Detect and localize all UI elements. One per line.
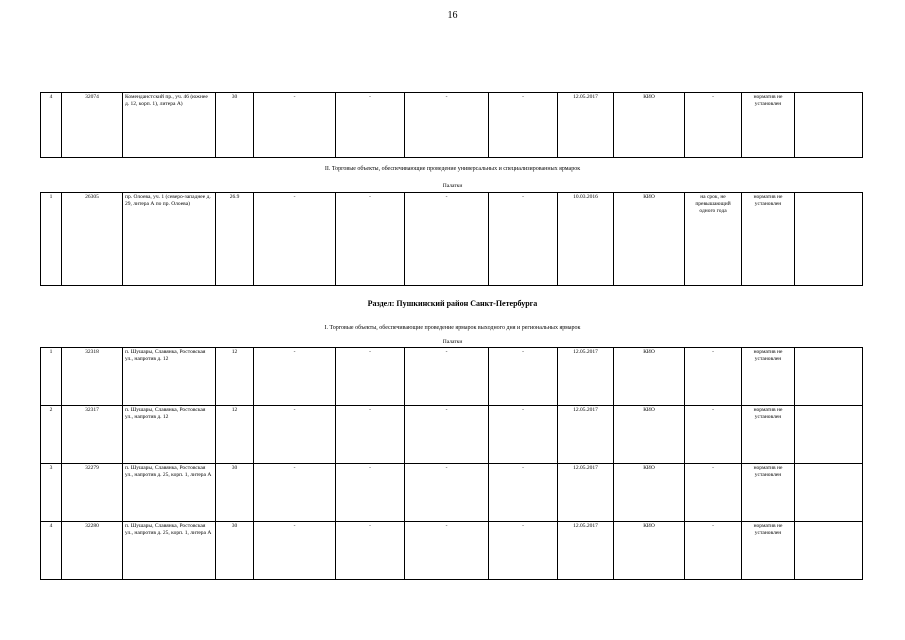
cell-col6: - — [336, 464, 405, 522]
cell-area: 30 — [216, 93, 254, 158]
cell-area: 30 — [216, 464, 254, 522]
cell-col6: - — [336, 406, 405, 464]
cell-address: п. Шушары, Славянка, Ростовская ул., напротив д. 25, корп. 1, литера А — [123, 522, 216, 580]
cell-code: КИО — [614, 193, 685, 286]
cell-col5: - — [254, 522, 336, 580]
cell-area: 30 — [216, 522, 254, 580]
table-row — [41, 406, 863, 464]
cell-col6: - — [336, 93, 405, 158]
cell-code: КИО — [614, 464, 685, 522]
table-section-3 — [40, 347, 863, 580]
cell-last — [795, 406, 863, 464]
cell-norm: норматив не установлен — [742, 522, 795, 580]
table-row — [41, 193, 863, 286]
cell-area: 12 — [216, 406, 254, 464]
cell-norm: норматив не установлен — [742, 406, 795, 464]
cell-id: 32318 — [62, 348, 123, 406]
section-subcaption: Палатки — [442, 183, 463, 189]
cell-code: КИО — [614, 522, 685, 580]
cell-col8: - — [489, 406, 558, 464]
cell-col7: - — [405, 348, 489, 406]
cell-date: 12.05.2017 — [558, 522, 614, 580]
table-section-2 — [40, 192, 863, 286]
section-caption: II. Торговые объекты, обеспечивающие проведение универсальных и специализированных ярмарок — [324, 166, 581, 172]
table-row — [41, 348, 863, 406]
cell-col8: - — [489, 93, 558, 158]
cell-col5: - — [254, 93, 336, 158]
table-section-1 — [40, 92, 863, 158]
cell-col8: - — [489, 464, 558, 522]
section-subcaption: Палатки — [442, 339, 463, 345]
cell-col7: - — [405, 406, 489, 464]
cell-term: - — [685, 93, 742, 158]
cell-last — [795, 93, 863, 158]
cell-code: КИО — [614, 93, 685, 158]
cell-address: п. Шушары, Славянка, Ростовская ул., напротив д. 12 — [123, 348, 216, 406]
page-number: 16 — [447, 10, 458, 21]
cell-term: - — [685, 348, 742, 406]
cell-id: 32317 — [62, 406, 123, 464]
cell-id: 32074 — [62, 93, 123, 158]
cell-norm: норматив не установлен — [742, 193, 795, 286]
cell-area: 26.9 — [216, 193, 254, 286]
cell-last — [795, 348, 863, 406]
cell-term: на срок, не превышающий одного года — [685, 193, 742, 286]
cell-date: 12.05.2017 — [558, 348, 614, 406]
cell-num: 2 — [41, 406, 62, 464]
cell-col6: - — [336, 522, 405, 580]
cell-address: пр. Олоева, уч. 1 (северо-западнее д. 29, литера А по пр. Олоева) — [123, 193, 216, 286]
cell-term: - — [685, 406, 742, 464]
cell-col5: - — [254, 348, 336, 406]
section-caption: I. Торговые объекты, обеспечивающие проведение ярмарок выходного дня и региональных ярмарок — [324, 325, 581, 331]
cell-address: Коменданстский пр., уч. 46 (южнее д. 12, корп. 1), литера А) — [123, 93, 216, 158]
cell-date: 10.03.2016 — [558, 193, 614, 286]
cell-col8: - — [489, 193, 558, 286]
cell-num: 3 — [41, 464, 62, 522]
cell-num: 1 — [41, 348, 62, 406]
cell-last — [795, 464, 863, 522]
cell-term: - — [685, 522, 742, 580]
cell-col8: - — [489, 522, 558, 580]
cell-code: КИО — [614, 348, 685, 406]
table-row — [41, 522, 863, 580]
cell-col7: - — [405, 522, 489, 580]
cell-id: 26305 — [62, 193, 123, 286]
cell-col5: - — [254, 464, 336, 522]
cell-last — [795, 193, 863, 286]
table-row — [41, 464, 863, 522]
cell-norm: норматив не установлен — [742, 93, 795, 158]
cell-date: 12.05.2017 — [558, 93, 614, 158]
cell-col6: - — [336, 348, 405, 406]
cell-last — [795, 522, 863, 580]
cell-col8: - — [489, 348, 558, 406]
table-row — [41, 93, 863, 158]
cell-address: п. Шушары, Славянка, Ростовская ул., напротив д. 25, корп. 1, литера А — [123, 464, 216, 522]
cell-num: 4 — [41, 93, 62, 158]
cell-area: 12 — [216, 348, 254, 406]
cell-col5: - — [254, 193, 336, 286]
cell-norm: норматив не установлен — [742, 464, 795, 522]
cell-col7: - — [405, 93, 489, 158]
district-heading: Раздел: Пушкинский район Санкт-Петербурга — [367, 299, 538, 308]
cell-id: 32280 — [62, 522, 123, 580]
cell-col7: - — [405, 464, 489, 522]
cell-date: 12.05.2017 — [558, 406, 614, 464]
cell-num: 4 — [41, 522, 62, 580]
cell-col5: - — [254, 406, 336, 464]
cell-col7: - — [405, 193, 489, 286]
cell-date: 12.05.2017 — [558, 464, 614, 522]
cell-num: 1 — [41, 193, 62, 286]
cell-address: п. Шушары, Славянка, Ростовская ул., напротив д. 12 — [123, 406, 216, 464]
cell-code: КИО — [614, 406, 685, 464]
cell-term: - — [685, 464, 742, 522]
cell-id: 32279 — [62, 464, 123, 522]
cell-col6: - — [336, 193, 405, 286]
cell-norm: норматив не установлен — [742, 348, 795, 406]
